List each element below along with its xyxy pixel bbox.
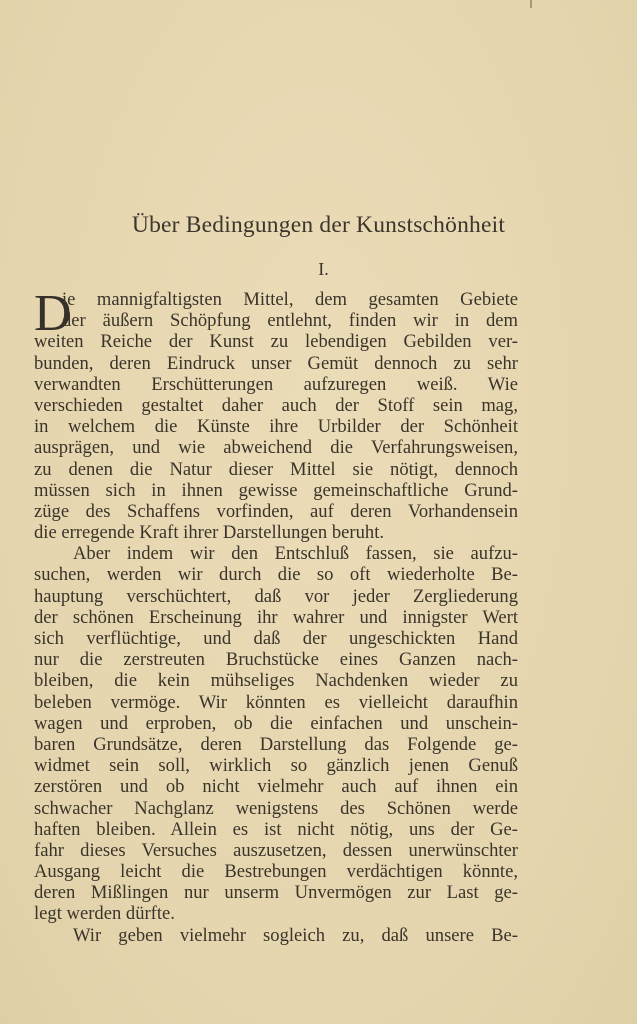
text-line: legt werden dürfte. — [34, 903, 175, 925]
text-line: die erregende Kraft ihrer Darstellungen beruht. — [34, 522, 385, 544]
body-text — [34, 285, 518, 946]
text-line: widmet sein soll, wirklich so gänzlich jenen Genuß — [34, 755, 518, 777]
text-line: baren Grundsätze, deren Darstellung das Folgende ge- — [34, 733, 518, 755]
text-line: in welchem die Künste ihre Urbilder der Schönheit — [34, 416, 518, 438]
text-line: weiten Reiche der Kunst zu lebendigen Gebilden ver- — [34, 331, 518, 353]
text-line: der äußern Schöpfung entlehnt, finden wir in dem — [62, 310, 518, 332]
text-line: beleben vermöge. Wir könnten es vielleicht daraufhin — [34, 691, 518, 713]
text-line: ie mannigfaltigsten Mittel, dem gesamten Gebiete — [62, 289, 518, 310]
text-line: bunden, deren Eindruck unser Gemüt dennoch zu sehr — [34, 352, 518, 374]
text-line: verschieden gestaltet daher auch der Stoff sein mag, — [34, 394, 518, 416]
page-edge-mark — [530, 0, 532, 8]
text-line: züge des Schaffens vorfinden, auf deren Vorhandensein — [34, 500, 518, 522]
text-line: deren Mißlingen nur unserm Unvermögen zur Last ge- — [34, 882, 518, 904]
text-line: bleiben, die kein mühseliges Nachdenken wieder zu — [34, 670, 518, 692]
text-line: ausprägen, und wie abweichend die Verfahrungsweisen, — [34, 437, 518, 459]
text-line: der schönen Erscheinung ihr wahrer und innigster Wert — [34, 606, 518, 628]
text-line: hauptung verschüchtert, daß vor jeder Zergliederung — [34, 585, 518, 607]
text-line: sich verflüchtige, und daß der ungeschickten Hand — [34, 628, 518, 649]
text-line: wagen und erproben, ob die einfachen und unschein- — [34, 712, 518, 734]
text-line: Aber indem wir den Entschluß fassen, sie aufzu- — [73, 543, 518, 565]
text-line: fahr dieses Versuches auszusetzen, dessen unerwünschter — [34, 839, 518, 861]
drop-cap: D — [34, 285, 72, 342]
text-line: Ausgang leicht die Bestrebungen verdächtigen könnte, — [34, 861, 518, 883]
text-line: verwandten Erschütterungen aufzuregen weiß. Wie — [34, 373, 518, 395]
chapter-title: Über Bedingungen der Kunstschönheit — [131, 212, 506, 238]
text-line: Wir geben vielmehr sogleich zu, daß unsere Be- — [73, 924, 518, 946]
text-line: haften bleiben. Allein es ist nicht nötig, uns der Ge- — [34, 818, 518, 840]
text-line: zu denen die Natur dieser Mittel sie nötigt, dennoch — [34, 458, 518, 480]
section-number: I. — [318, 259, 329, 279]
text-line: müssen sich in ihnen gewisse gemeinschaftliche Grund- — [34, 479, 518, 501]
text-line: zerstören und ob nicht vielmehr auch auf ihnen ein — [34, 776, 518, 798]
text-line: schwacher Nachglanz wenigstens des Schönen werde — [34, 797, 518, 819]
text-line: suchen, werden wir durch die so oft wiederholte Be- — [34, 564, 518, 586]
text-line: nur die zerstreuten Bruchstücke eines Ganzen nach- — [34, 649, 518, 671]
